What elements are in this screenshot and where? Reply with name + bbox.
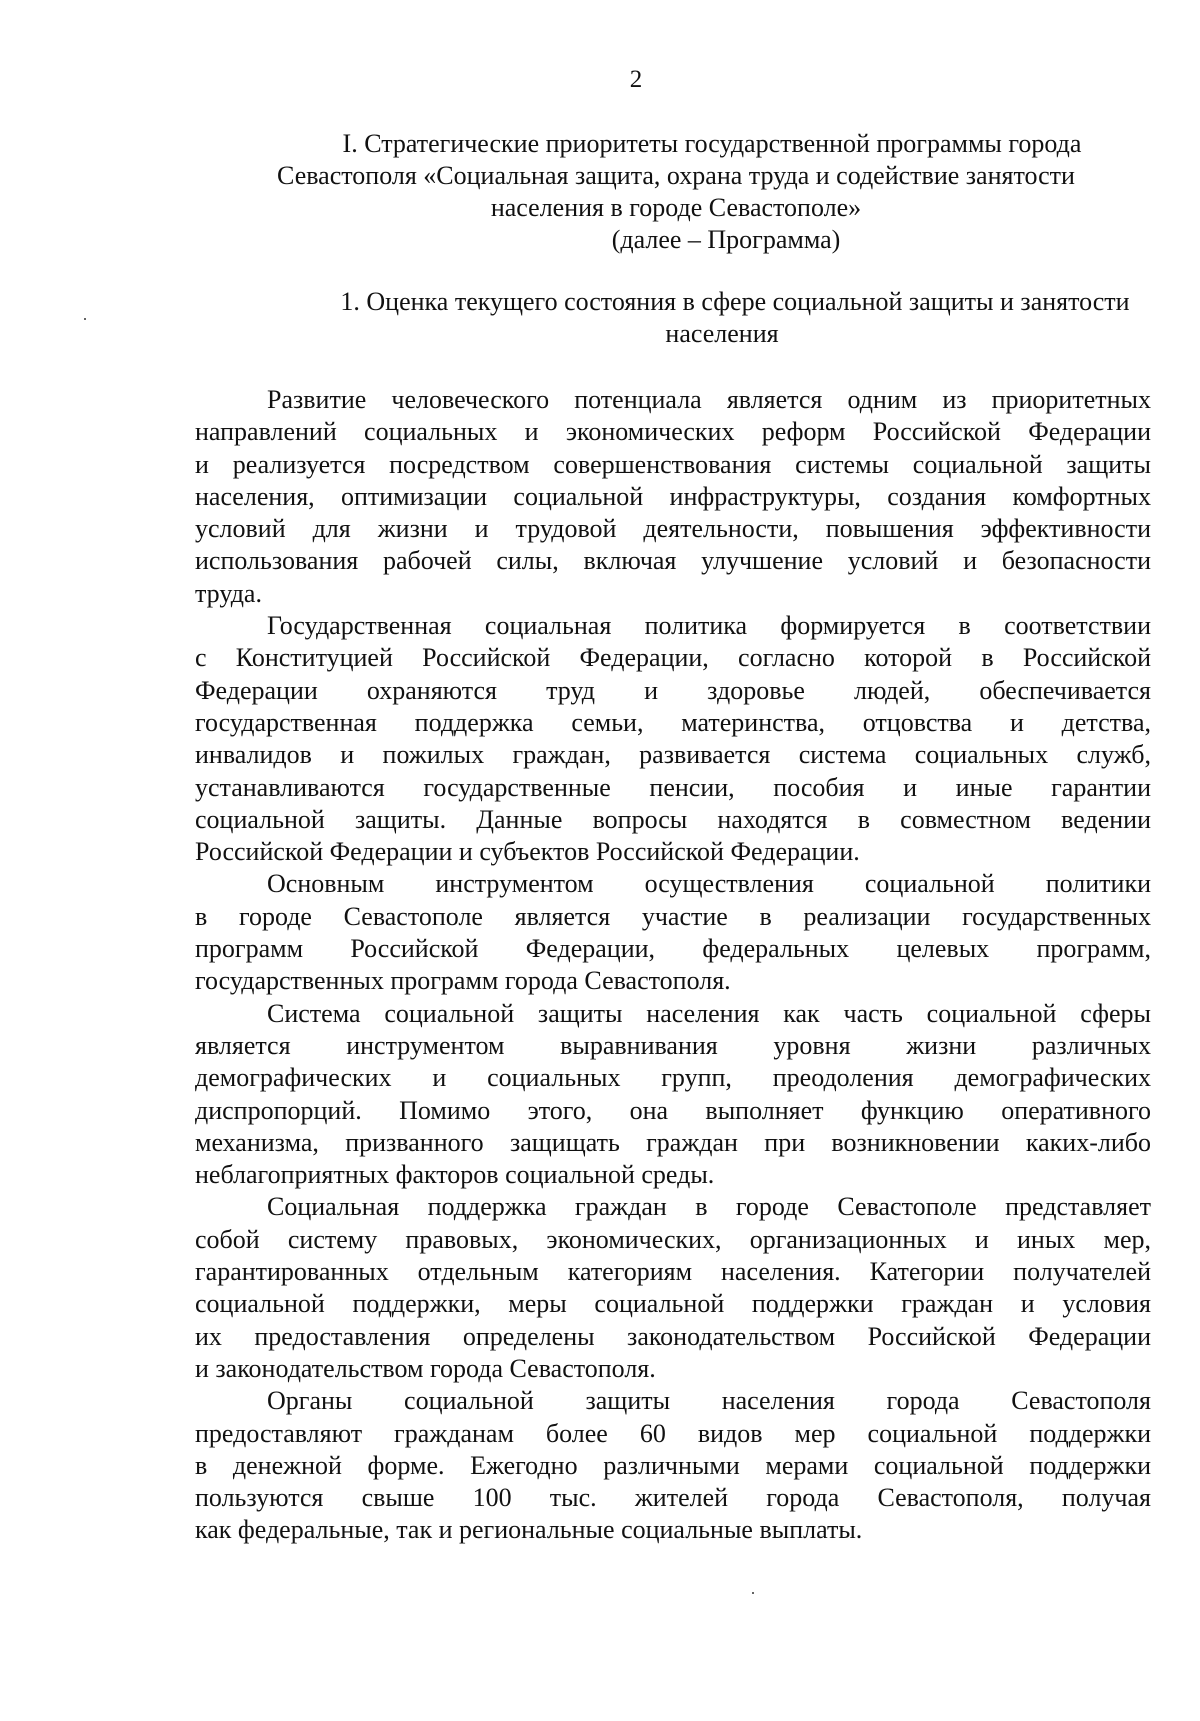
- paragraph-line: предоставляют гражданам более 60 видов мер социальной поддержки: [195, 1418, 1151, 1448]
- paragraph-line: Российской Федерации и субъектов Российской Федерации.: [195, 837, 860, 867]
- section-title-line: I. Стратегические приоритеты государственной программы города: [342, 129, 1082, 158]
- section-title-line: Севастополя «Социальная защита, охрана труда и содействие занятости: [277, 161, 1075, 190]
- paragraph: [195, 384, 1151, 610]
- paragraph-line: труда.: [195, 578, 262, 608]
- paragraph-line: Основным инструментом осуществления социальной политики: [267, 869, 1151, 899]
- paragraph-line: Система социальной защиты населения как часть социальной сферы: [267, 998, 1151, 1028]
- paragraph-line: программ Российской Федерации, федеральных целевых программ,: [195, 934, 1151, 964]
- paragraph-line: направлений социальных и экономических реформ Российской Федерации: [195, 417, 1151, 447]
- paragraph-line: устанавливаются государственные пенсии, пособия и иные гарантии: [195, 772, 1151, 802]
- paragraph: [195, 998, 1151, 1192]
- paragraph: [195, 1385, 1151, 1546]
- paragraph: [195, 610, 1151, 868]
- paragraph-line: собой систему правовых, экономических, организационных и иных мер,: [195, 1224, 1151, 1254]
- section-title: [196, 128, 1156, 256]
- paragraph-line: населения, оптимизации социальной инфраструктуры, создания комфортных: [195, 481, 1151, 511]
- paragraph-line: в денежной форме. Ежегодно различными мерами социальной поддержки: [195, 1450, 1151, 1480]
- paragraph-line: неблагоприятных факторов социальной среды.: [195, 1160, 715, 1190]
- paragraph-line: механизма, призванного защищать граждан при возникновении каких-либо: [195, 1127, 1151, 1157]
- section-title-line: (далее – Программа): [611, 225, 841, 254]
- paragraph-line: государственных программ города Севастополя.: [195, 966, 731, 996]
- scan-speck: [752, 1592, 754, 1594]
- paragraph-line: Государственная социальная политика формируется в соответствии: [267, 611, 1151, 641]
- paragraph-line: инвалидов и пожилых граждан, развивается система социальных служб,: [195, 740, 1151, 770]
- paragraph: [195, 868, 1151, 997]
- body-text: [195, 384, 1151, 1547]
- paragraph-line: демографических и социальных групп, преодоления демографических: [195, 1063, 1151, 1093]
- paragraph-line: гарантированных отдельным категориям населения. Категории получателей: [195, 1257, 1151, 1287]
- subsection-title-line: 1. Оценка текущего состояния в сфере социальной защиты и занятости: [340, 287, 1130, 316]
- paragraph-line: в городе Севастополе является участие в реализации государственных: [195, 901, 1151, 931]
- paragraph-line: как федеральные, так и региональные социальные выплаты.: [195, 1515, 863, 1545]
- scan-speck: [84, 318, 86, 320]
- paragraph-line: является инструментом выравнивания уровня жизни различных: [195, 1030, 1151, 1060]
- paragraph-line: и реализуется посредством совершенствования системы социальной защиты: [195, 449, 1151, 479]
- paragraph: [195, 1191, 1151, 1385]
- subsection-title-line: населения: [665, 319, 779, 348]
- section-title-line: населения в городе Севастополе»: [490, 193, 862, 222]
- paragraph-line: и законодательством города Севастополя.: [195, 1353, 656, 1383]
- paragraph-line: государственная поддержка семьи, материнства, отцовства и детства,: [195, 707, 1151, 737]
- paragraph-line: Социальная поддержка граждан в городе Севастополе представляет: [267, 1192, 1151, 1222]
- page-number: 2: [629, 66, 643, 93]
- paragraph-line: диспропорций. Помимо этого, она выполняет функцию оперативного: [195, 1095, 1151, 1125]
- paragraph-line: их предоставления определены законодательством Российской Федерации: [195, 1321, 1151, 1351]
- paragraph-line: социальной поддержки, меры социальной поддержки граждан и условия: [195, 1289, 1151, 1319]
- paragraph-line: с Конституцией Российской Федерации, согласно которой в Российской: [195, 643, 1151, 673]
- paragraph-line: Развитие человеческого потенциала является одним из приоритетных: [267, 385, 1151, 414]
- paragraph-line: условий для жизни и трудовой деятельности, повышения эффективности: [195, 514, 1151, 544]
- paragraph-line: Федерации охраняются труд и здоровье людей, обеспечивается: [195, 675, 1151, 705]
- subsection-title: [196, 286, 1156, 350]
- paragraph-line: социальной защиты. Данные вопросы находятся в совместном ведении: [195, 804, 1151, 834]
- paragraph-line: использования рабочей силы, включая улучшение условий и безопасности: [195, 546, 1151, 576]
- paragraph-line: пользуются свыше 100 тыс. жителей города Севастополя, получая: [195, 1483, 1151, 1513]
- paragraph-line: Органы социальной защиты населения города Севастополя: [267, 1386, 1151, 1416]
